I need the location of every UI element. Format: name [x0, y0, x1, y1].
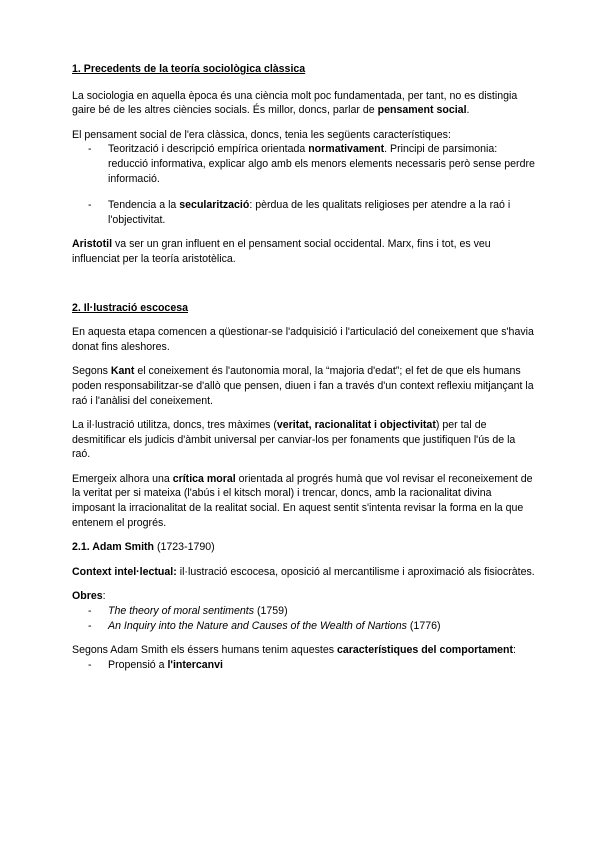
section-2-1-heading — [72, 540, 536, 555]
bold-text: Obres — [72, 590, 103, 603]
bold-text: normativament — [308, 143, 385, 156]
bold-text: Aristotil — [72, 238, 113, 251]
text: (1776) — [406, 619, 441, 632]
subheading-years: (1723-1790) — [154, 541, 215, 554]
text: il·lustració escocesa, oposició al mercantilisme i aproximació als fisiocràtes. — [176, 565, 535, 578]
text: . — [466, 104, 470, 117]
text: va ser un gran influent en el pensament social occidental. Marx, fins i tot, es veu influenciat per la teoría aristotèlica. — [72, 238, 491, 265]
section-2-1-paragraph — [72, 643, 536, 658]
text: : — [513, 644, 516, 657]
bold-text: crítica moral — [172, 472, 236, 485]
section-1-list — [72, 142, 536, 227]
works-label — [72, 589, 536, 604]
list-item — [72, 604, 536, 619]
text: orientada al progrés humà que vol revisar el reconeixement de la veritat per si mateixa (l'abús i el kitsch moral) i trencar, doncs, amb la racionalitat divina imposant la irracionalitat de la realitat social. En aquest sentit s'intenta revisar la forma en la que entenem el progrés. — [72, 472, 533, 529]
bold-text: l'intercanvi — [167, 658, 223, 671]
bold-text: secularització — [179, 199, 250, 212]
text: Tendencia a la — [108, 199, 180, 212]
bold-text: Kant — [110, 365, 135, 378]
section-2-paragraph-2 — [72, 364, 536, 408]
italic-text: The theory of moral sentiments — [108, 605, 255, 618]
text: Segons Adam Smith els éssers humans tenim aquestes — [72, 644, 337, 657]
italic-text: An Inquiry into the Nature and Causes of the Wealth of Nartions — [108, 619, 407, 632]
text: ) per tal de desmitificar els judicis d'àmbit universal per canviar-los per fonaments que justifiquen l'ús de la raó. — [72, 419, 516, 461]
list-item — [72, 619, 536, 634]
text: La sociologia en aquella època és una ciència molt poc fundamentada, per tant, no es distingia gaire bé de les altres ciències socials. És millor, doncs, parlar de — [72, 89, 518, 117]
list-item — [72, 658, 536, 673]
section-2-paragraph-1: En aquesta etapa comencen a qüestionar-se l'adquisició i l'articulació del coneixement que s'havia donat fins aleshores. — [72, 326, 534, 353]
text: . Principi de parsimonia: reducció informativa, explicar algo amb els menors elements necessaris però sense perdre informació. — [108, 143, 535, 185]
list-item — [72, 142, 536, 186]
context-paragraph — [72, 565, 536, 580]
bold-text: característiques del comportament — [336, 644, 514, 657]
section-1-paragraph-3 — [72, 237, 536, 266]
works-list — [72, 604, 536, 633]
text: el coneixement és l'autonomia moral, la “majoria d'edat”; el fet de que els humans poden responsabilitzar-se d'allò que pensen, diuen i fan a través d'un context reflexiu mitjançant la raó i l'anàlisi del coneixement. — [72, 365, 534, 407]
section-1-heading: 1. Precedents de la teoría sociològica clàssica — [72, 63, 306, 75]
bold-text: veritat, racionalitat i objectivitat — [276, 419, 436, 432]
section-2-heading: 2. Il·lustració escocesa — [72, 301, 189, 314]
bold-text: pensament social — [377, 104, 467, 117]
section-2-paragraph-4 — [72, 472, 536, 530]
text: : pèrdua de les qualitats religioses per atendre a la raó i l'objectivitat. — [108, 199, 511, 226]
section-1-paragraph-2: El pensament social de l'era clàssica, doncs, tenia les següents característiques: — [72, 128, 451, 141]
document-page — [72, 62, 536, 672]
text: Segons — [72, 365, 111, 378]
text: : — [102, 590, 106, 603]
section-1-paragraph-1 — [72, 89, 536, 118]
text: Teorització i descripció empírica orientada — [108, 143, 309, 156]
section-2-paragraph-3 — [72, 418, 536, 462]
behaviour-list — [72, 658, 536, 673]
text: (1759) — [254, 605, 288, 618]
bold-text: Context intel·lectual: — [72, 565, 177, 578]
text: Propensió a — [108, 658, 168, 671]
text: Emergeix alhora una — [72, 472, 173, 485]
subheading-text: 2.1. Adam Smith — [72, 541, 155, 554]
list-item — [72, 198, 536, 227]
text: La il·lustració utilitza, doncs, tres màximes ( — [72, 419, 277, 432]
